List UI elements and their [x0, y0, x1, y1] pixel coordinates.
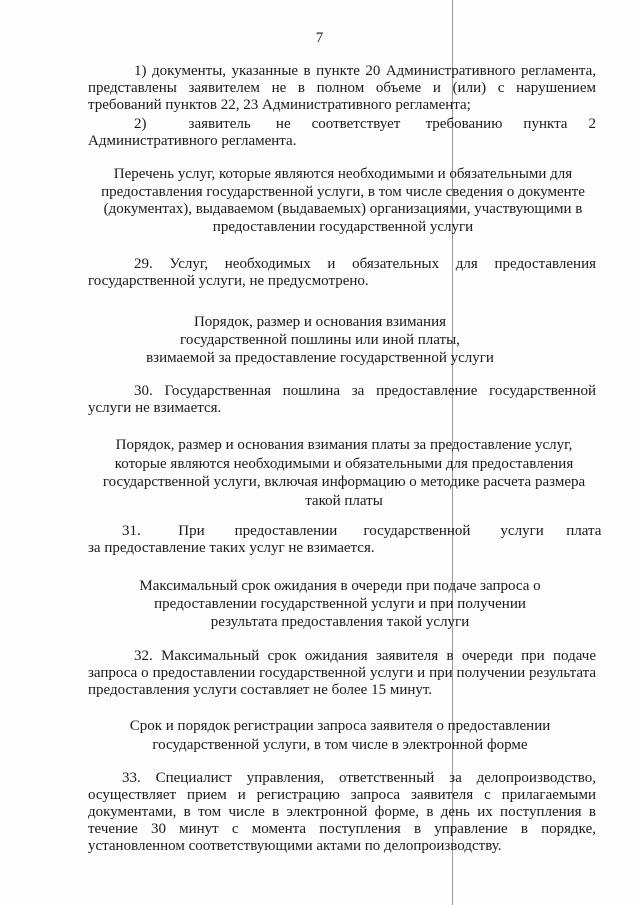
section-heading-registration: Срок и порядок регистрации запроса заявителя о предоставлении государственной услуги, в том числе в электронной форме — [129, 718, 551, 753]
section-heading-service-fees: Порядок, размер и основания взимания платы за предоставление услуг, которые являются необходимыми и обязательными для предоставления государственной услуги, включая информацию о методике расчета размера такой платы — [102, 437, 586, 509]
section-heading-queue-time: Максимальный срок ожидания в очереди при подаче запроса о предоставлении государственной услуги и при получении результата предоставления такой услуги — [139, 578, 541, 630]
paragraph-30: 30. Государственная пошлина за предоставление государственной услуги не взимается. — [88, 383, 596, 416]
paragraph-29: 29. Услуг, необходимых и обязательных для предоставления государственной услуги, не предусмотрено. — [88, 256, 596, 289]
paragraph-32: 32. Максимальный срок ожидания заявителя в очереди при подаче запроса о предоставлении государственной услуги и при получении результата предоставления услуги составляет не более 15 минут. — [88, 648, 596, 698]
paragraph-31 — [88, 523, 602, 557]
item-2-line-2: Административного регламента. — [88, 133, 297, 149]
paragraph-31-line-2: за предоставление таких услуг не взимается. — [88, 540, 375, 556]
page-number: 7 — [315, 30, 324, 46]
item-2-line-1: 2) заявитель не соответствует требованию пункта 2 — [134, 116, 596, 132]
paragraph-31-line-1: 31. При предоставлении государственной услуги плата — [122, 523, 602, 539]
section-heading-required-services: Перечень услуг, которые являются необходимыми и обязательными для предоставления государственной услуги, в том числе сведения о документе (документах), выдаваемом (выдаваемых) организациями, участвующими в предоставлении государственной услуги — [101, 166, 585, 235]
item-1: 1) документы, указанные в пункте 20 Административного регламента, представлены заявителем не в полном объеме и (или) с нарушением требований пунктов 22, 23 Административного регламента; — [88, 63, 596, 113]
item-2 — [88, 116, 596, 150]
paragraph-33: 33. Специалист управления, ответственный за делопроизводство, осуществляет прием и регистрацию запроса заявителя с прилагаемыми документами, в том числе в электронной форме, в день их поступления в течение 30 минут с момента поступления в управление в порядке, установленном соответствующими актами по делопроизводству. — [88, 770, 596, 854]
section-heading-state-fee: Порядок, размер и основания взимания государственной пошлины или иной платы, взимаемой за предоставление государственной услуги — [146, 314, 494, 366]
